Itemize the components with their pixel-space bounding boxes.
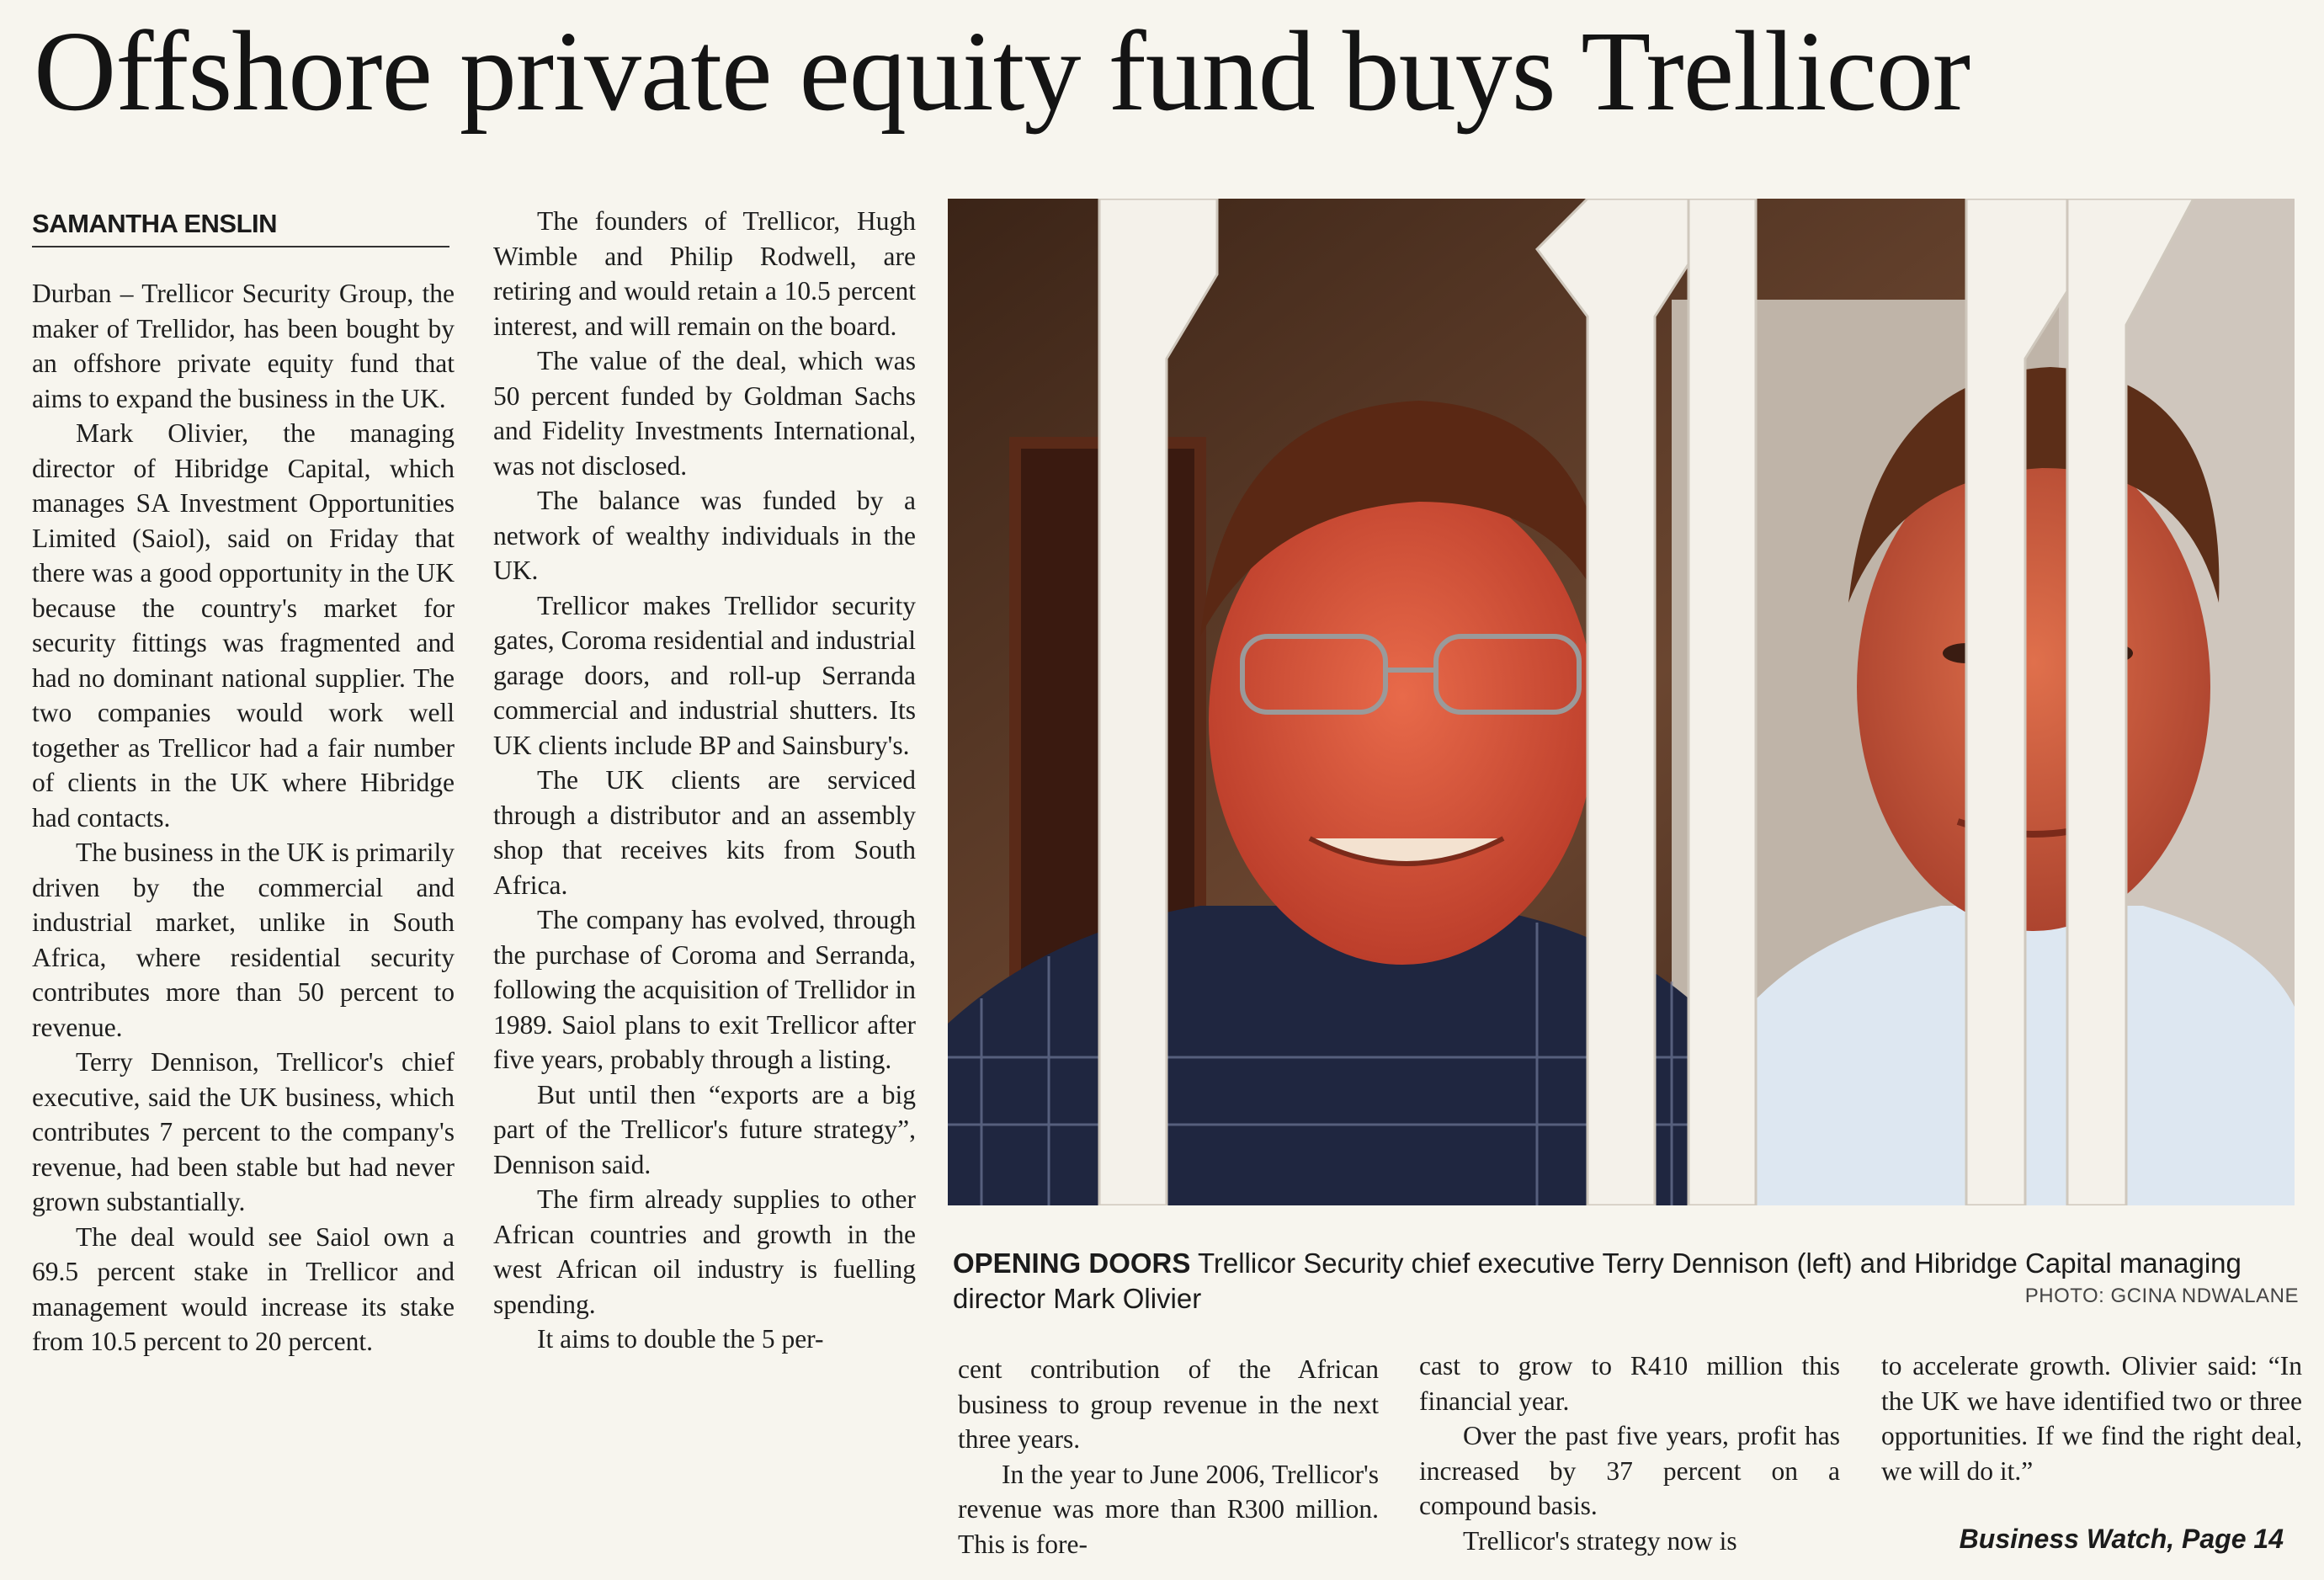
- paragraph: The deal would see Saiol own a 69.5 percent stake in Trellicor and management would increase its stake from 10.5 percent to 20 percent.: [32, 1221, 455, 1356]
- photo-credit: PHOTO: GCINA NDWALANE: [2024, 1285, 2299, 1307]
- caption-kicker: OPENING DOORS: [953, 1248, 1191, 1279]
- photo-illustration: [948, 199, 2295, 1205]
- paragraph: cast to grow to R410 million this financial year.: [1419, 1351, 1840, 1416]
- paragraph: cent contribution of the African business to group revenue in the next three years.: [958, 1354, 1379, 1454]
- paragraph: Over the past five years, profit has increased by 37 percent on a compound basis.: [1419, 1421, 1840, 1520]
- article-column-1: [32, 276, 455, 1359]
- article-column-5: [1881, 1349, 2302, 1488]
- paragraph: The UK clients are serviced through a distributor and an assembly shop that receives kits from South Africa.: [493, 765, 916, 900]
- paragraph: The value of the deal, which was 50 percent funded by Goldman Sachs and Fidelity Investments International, was not disclosed.: [493, 346, 916, 481]
- article-column-4: [1419, 1349, 1840, 1558]
- byline: SAMANTHA ENSLIN: [32, 209, 449, 247]
- jump-reference: Business Watch, Page 14: [1959, 1524, 2284, 1554]
- paragraph: The business in the UK is primarily driven by the commercial and industrial market, unlike in South Africa, where residential security contributes more than 50 percent to revenue.: [32, 838, 455, 1042]
- news-photo: [948, 199, 2295, 1205]
- paragraph: Trellicor's strategy now is: [1463, 1525, 1737, 1556]
- headline: Offshore private equity fund buys Trellicor: [34, 8, 1970, 135]
- paragraph: Mark Olivier, the managing director of Hibridge Capital, which manages SA Investment Opportunities Limited (Saiol), said on Friday that there was a good opportunity in the UK because the country's market for security fittings was fragmented and had no dominant national supplier. The two companies would work well together as Trellicor had a fair number of clients in the UK where Hibridge had contacts.: [32, 418, 455, 833]
- paragraph: But until then “exports are a big part of the Trellicor's future strategy”, Dennison said.: [493, 1079, 916, 1179]
- caption-text: Trellicor Security chief executive Terry Dennison (left) and Hibridge Capital managing director Mark Olivier: [953, 1248, 2242, 1314]
- paragraph: In the year to June 2006, Trellicor's revenue was more than R300 million. This is fore-: [958, 1459, 1379, 1559]
- paragraph: The firm already supplies to other African countries and growth in the west African oil industry is fuelling spending.: [493, 1184, 916, 1319]
- article-column-2: [493, 204, 916, 1357]
- paragraph: Terry Dennison, Trellicor's chief executive, said the UK business, which contributes 7 percent to the company's revenue, had been stable but had never grown substantially.: [32, 1047, 455, 1216]
- paragraph: to accelerate growth. Olivier said: “In the UK we have identified two or three opportunities. If we find the right deal, we will do it.”: [1881, 1351, 2302, 1486]
- paragraph: Durban – Trellicor Security Group, the maker of Trellidor, has been bought by an offshore private equity fund that aims to expand the business in the UK.: [32, 279, 455, 413]
- paragraph: The company has evolved, through the purchase of Coroma and Serranda, following the acquisition of Trellidor in 1989. Saiol plans to exit Trellicor after five years, probably through a listing.: [493, 905, 916, 1074]
- paragraph: Trellicor makes Trellidor security gates, Coroma residential and industrial garage doors, and roll-up Serranda commercial and industrial shutters. Its UK clients include BP and Sainsbury's.: [493, 590, 916, 760]
- paragraph: It aims to double the 5 per-: [537, 1324, 824, 1354]
- article-column-3: [958, 1352, 1379, 1561]
- paragraph: The balance was funded by a network of wealthy individuals in the UK.: [493, 486, 916, 585]
- paragraph: The founders of Trellicor, Hugh Wimble and Philip Rodwell, are retiring and would retain a 10.5 percent interest, and will remain on the board.: [493, 206, 916, 341]
